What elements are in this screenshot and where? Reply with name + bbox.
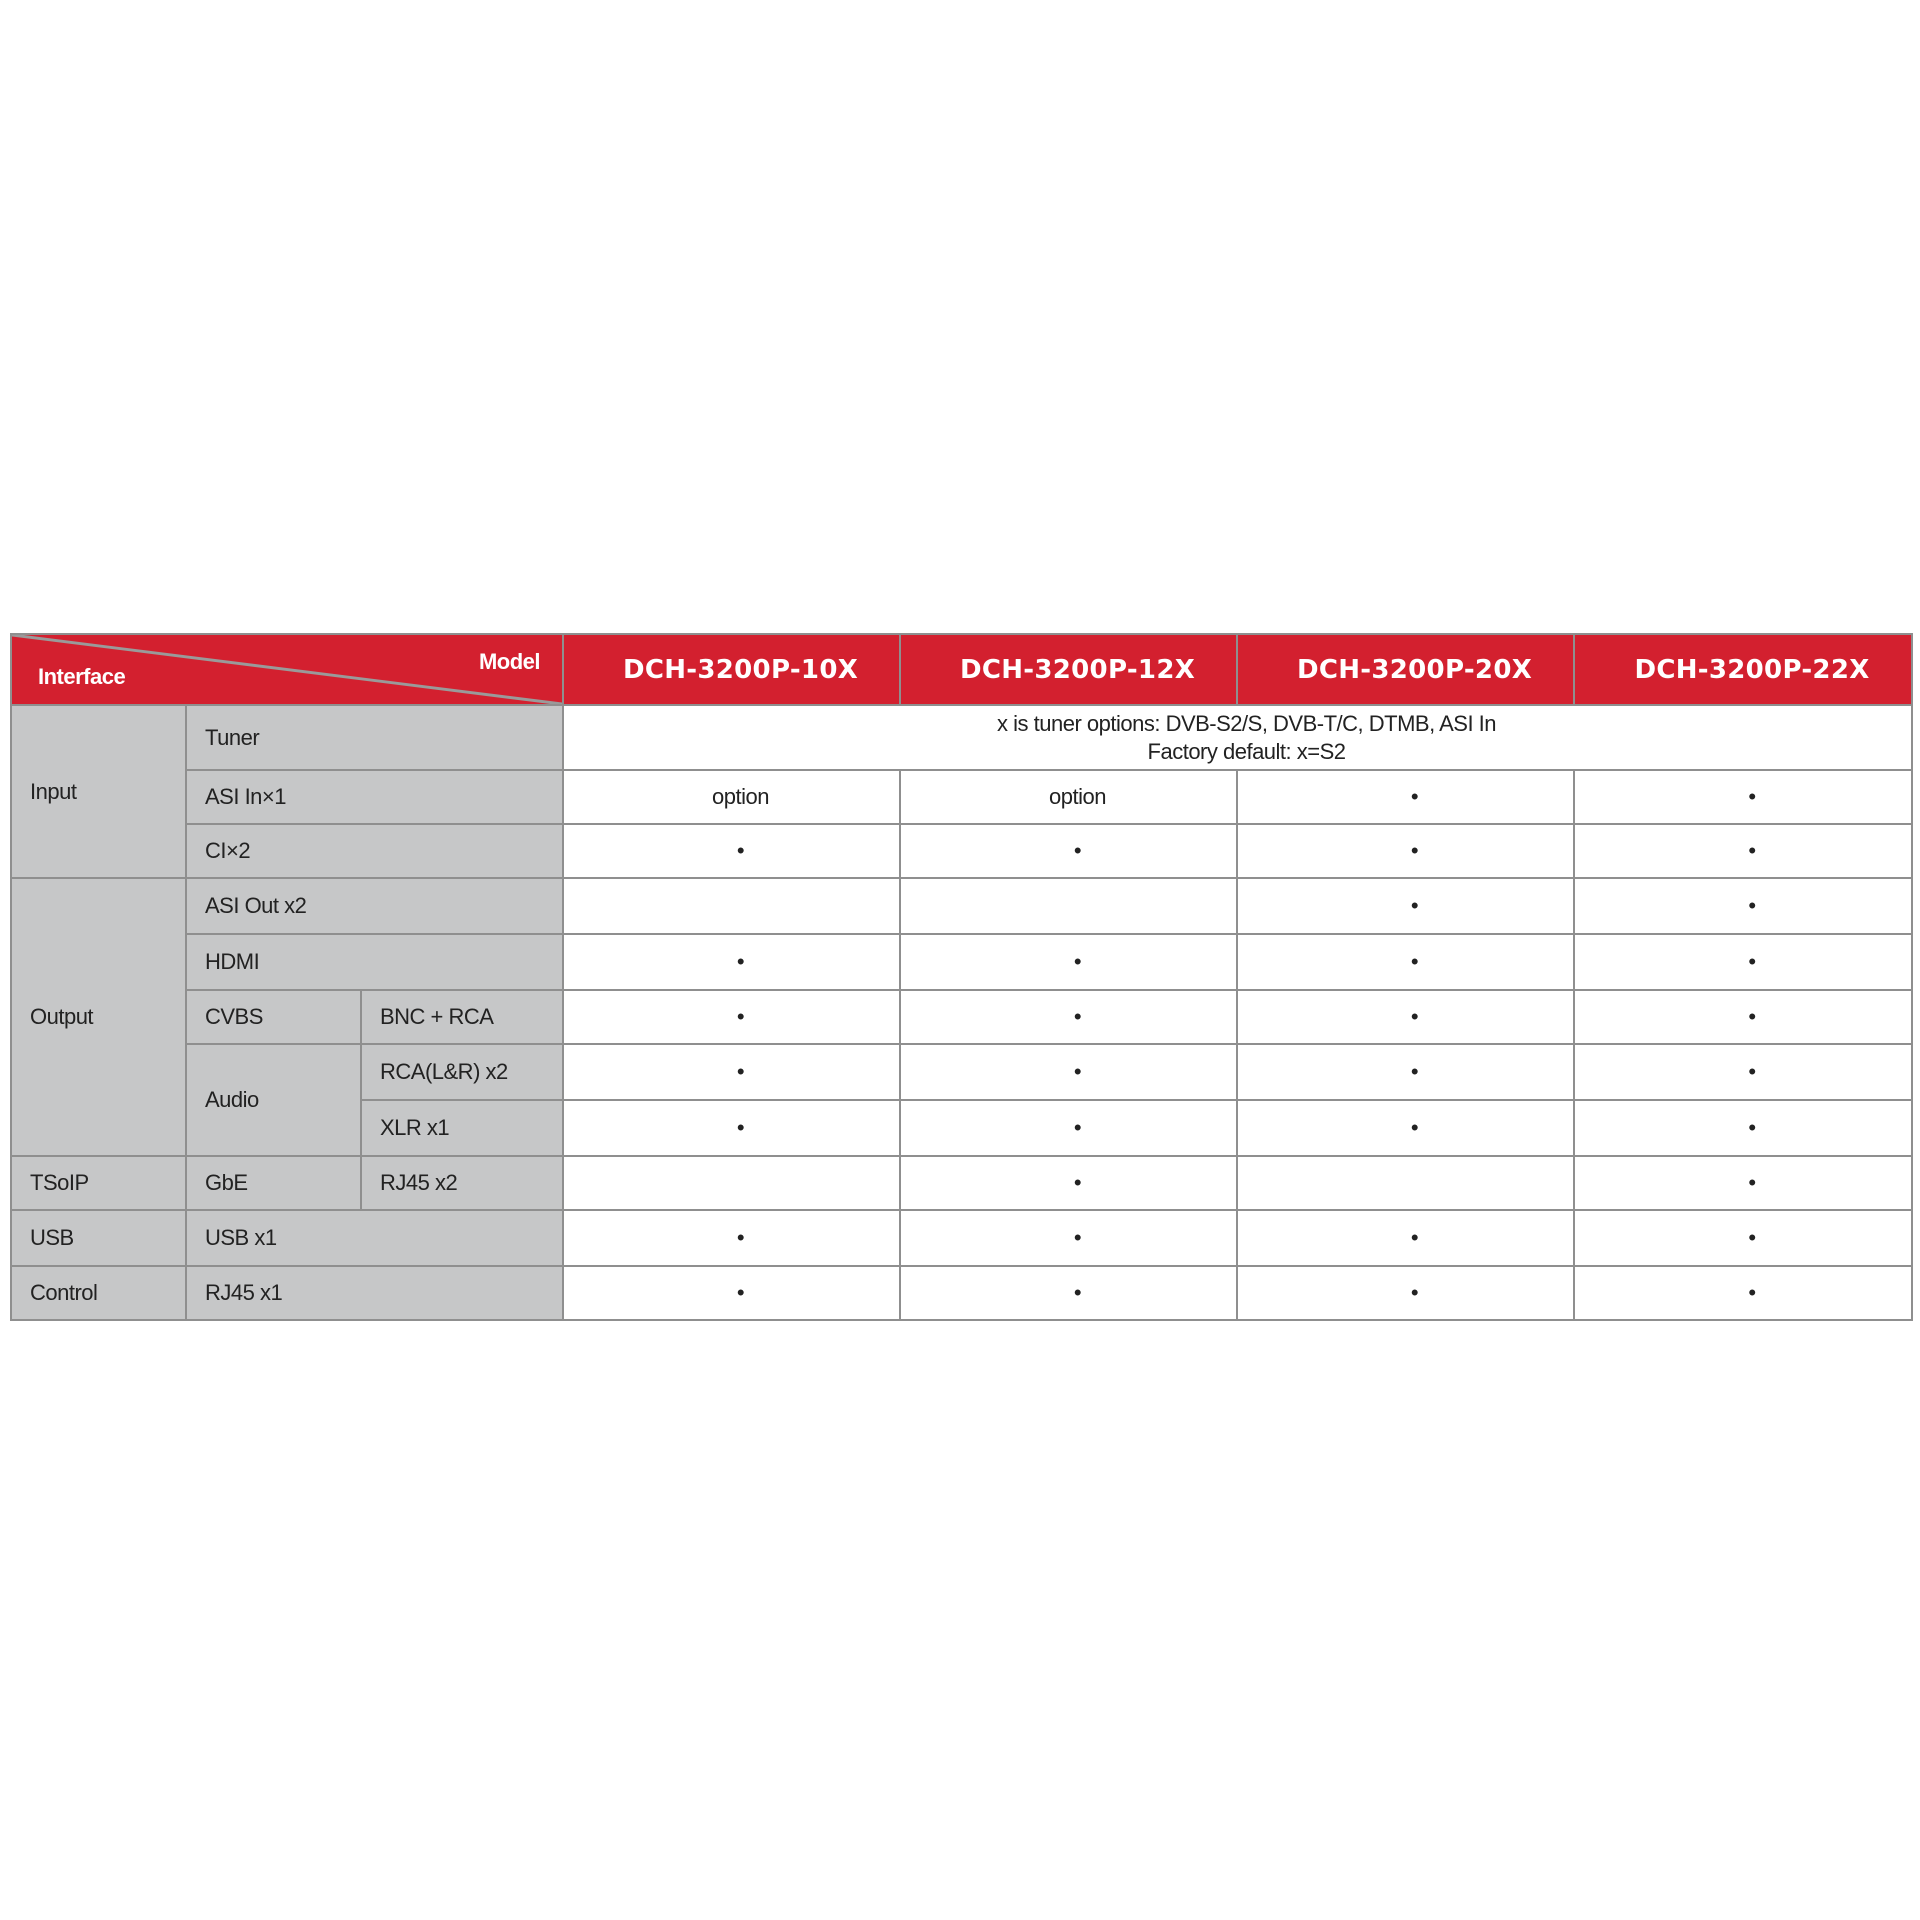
tuner-note — [563, 705, 1912, 770]
model-header-10x: DCH-3200P-10X — [563, 634, 900, 705]
sub-label-rca: RCA(L&R) x2 — [361, 1044, 563, 1100]
value-cell: option — [563, 770, 900, 824]
value-cell: • — [900, 1044, 1237, 1100]
table-row-asi-in — [11, 770, 1912, 824]
value-cell: • — [900, 824, 1237, 878]
value-cell: • — [1237, 770, 1574, 824]
row-label-cvbs: CVBS — [186, 990, 361, 1044]
group-label-input: Input — [11, 705, 186, 878]
value-cell: • — [563, 1044, 900, 1100]
header-corner-cell — [11, 634, 563, 705]
value-cell: • — [1237, 934, 1574, 990]
row-label-hdmi: HDMI — [186, 934, 563, 990]
value-cell: • — [1574, 770, 1912, 824]
value-cell: • — [563, 934, 900, 990]
table-row-audio-rca — [11, 1044, 1912, 1100]
value-cell — [563, 878, 900, 934]
row-label-gbe: GbE — [186, 1156, 361, 1210]
value-cell — [563, 1156, 900, 1210]
value-cell: • — [563, 1266, 900, 1320]
row-label-usb-x1: USB x1 — [186, 1210, 563, 1266]
value-cell: • — [1237, 990, 1574, 1044]
row-label-tuner: Tuner — [186, 705, 563, 770]
value-cell: • — [563, 824, 900, 878]
table-row-hdmi — [11, 934, 1912, 990]
value-cell: • — [1237, 1100, 1574, 1156]
group-label-tsoip: TSoIP — [11, 1156, 186, 1210]
model-header-20x: DCH-3200P-20X — [1237, 634, 1574, 705]
row-label-asi-out: ASI Out x2 — [186, 878, 563, 934]
value-cell: • — [1574, 1266, 1912, 1320]
tuner-note-line-1: x is tuner options: DVB-S2/S, DVB-T/C, DTMB, ASI In — [997, 710, 1497, 736]
value-cell: • — [563, 1100, 900, 1156]
value-cell: • — [1574, 878, 1912, 934]
value-cell: • — [1574, 1210, 1912, 1266]
value-cell: • — [900, 1100, 1237, 1156]
group-label-usb: USB — [11, 1210, 186, 1266]
sub-label-xlr: XLR x1 — [361, 1100, 563, 1156]
value-cell — [900, 878, 1237, 934]
group-label-control: Control — [11, 1266, 186, 1320]
table-row-usb — [11, 1210, 1912, 1266]
value-cell: • — [1574, 1100, 1912, 1156]
header-row — [11, 634, 1912, 705]
tuner-note-line-2: Factory default: x=S2 — [1147, 738, 1346, 764]
table-row-tsoip — [11, 1156, 1912, 1210]
value-cell: • — [900, 1156, 1237, 1210]
value-cell — [1237, 1156, 1574, 1210]
interface-spec-table — [10, 633, 1913, 1321]
sub-label-rj45-x2: RJ45 x2 — [361, 1156, 563, 1210]
value-cell: • — [563, 990, 900, 1044]
value-cell: option — [900, 770, 1237, 824]
value-cell: • — [900, 1210, 1237, 1266]
value-cell: • — [1237, 1044, 1574, 1100]
model-axis-label: Model — [478, 649, 541, 674]
table-row-tuner — [11, 705, 1912, 770]
row-label-rj45-x1: RJ45 x1 — [186, 1266, 563, 1320]
group-label-output: Output — [11, 878, 186, 1156]
value-cell: • — [1237, 878, 1574, 934]
row-label-asi-in: ASI In×1 — [186, 770, 563, 824]
model-header-22x: DCH-3200P-22X — [1574, 634, 1912, 705]
value-cell: • — [1237, 1210, 1574, 1266]
table-row-control — [11, 1266, 1912, 1320]
value-cell: • — [1574, 824, 1912, 878]
interface-axis-label: Interface — [38, 664, 126, 689]
model-header-12x: DCH-3200P-12X — [900, 634, 1237, 705]
value-cell: • — [1574, 934, 1912, 990]
value-cell: • — [900, 934, 1237, 990]
table-row-cvbs — [11, 990, 1912, 1044]
value-cell: • — [1574, 990, 1912, 1044]
value-cell: • — [900, 990, 1237, 1044]
value-cell: • — [563, 1210, 900, 1266]
value-cell: • — [900, 1266, 1237, 1320]
row-label-ci: CI×2 — [186, 824, 563, 878]
table-row-ci — [11, 824, 1912, 878]
value-cell: • — [1574, 1044, 1912, 1100]
value-cell: • — [1237, 824, 1574, 878]
sub-label-bnc-rca: BNC + RCA — [361, 990, 563, 1044]
value-cell: • — [1237, 1266, 1574, 1320]
row-label-audio: Audio — [186, 1044, 361, 1156]
value-cell: • — [1574, 1156, 1912, 1210]
table-row-asi-out — [11, 878, 1912, 934]
